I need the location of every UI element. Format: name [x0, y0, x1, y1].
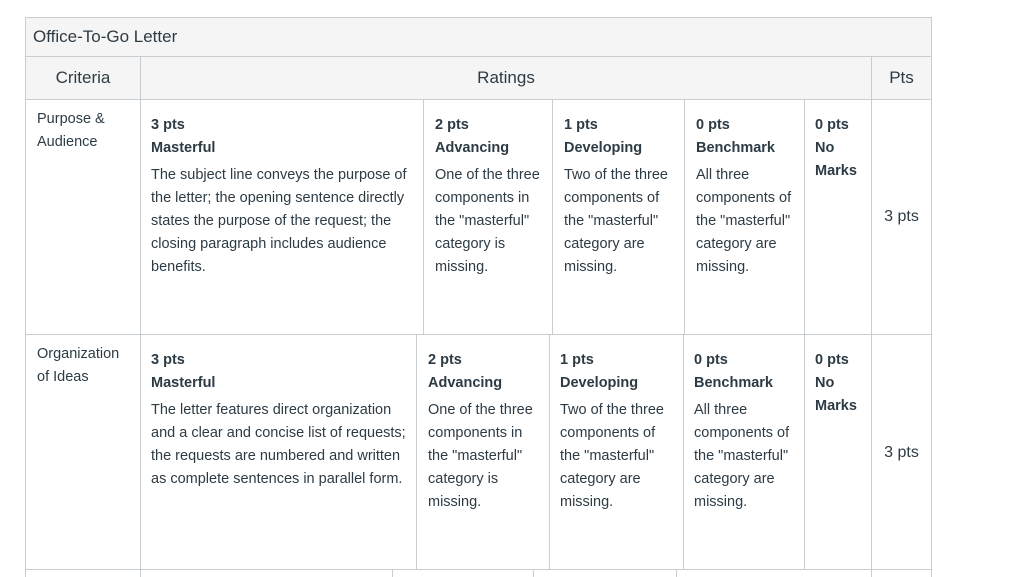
rating-description: The subject line conveys the purpose of the letter; the opening sentence directly states the purpose of the request; the closing paragraph includes audience benefits.: [151, 167, 407, 275]
divider-criteria: [140, 57, 141, 577]
rating-title: Developing: [560, 375, 639, 391]
rating-divider: [684, 100, 685, 334]
pts-header: Pts: [889, 68, 914, 87]
rubric-title: Office-To-Go Letter: [26, 18, 931, 57]
rating-divider: [549, 335, 550, 569]
criteria-header: Criteria: [55, 68, 111, 87]
rating-title: Benchmark: [694, 375, 773, 391]
rating-advancing[interactable]: [428, 349, 540, 514]
rating-description: All three components of the "masterful" category are missing.: [694, 402, 790, 510]
rating-title: No Marks: [815, 375, 857, 414]
rating-divider: [416, 335, 417, 569]
rating-divider: [552, 100, 553, 334]
row-separator: [26, 334, 931, 335]
rubric-table: [25, 17, 932, 577]
divider-pts: [871, 57, 872, 577]
rating-benchmark[interactable]: [696, 114, 798, 279]
rating-points: 3 pts: [151, 117, 185, 133]
rating-title: No Marks: [815, 140, 857, 179]
rating-no-marks[interactable]: [815, 349, 867, 422]
rating-divider: [804, 100, 805, 334]
rating-description: Two of the three components of the "masterful" category are missing.: [564, 167, 668, 275]
header-row: [26, 57, 931, 100]
criterion-score: 3 pts: [884, 208, 919, 225]
criterion-line: Audience: [37, 134, 98, 150]
rating-points: 0 pts: [815, 117, 849, 133]
rating-description: One of the three components in the "masterful" category is missing.: [428, 402, 533, 510]
rating-divider: [804, 335, 805, 569]
row-separator: [26, 569, 931, 570]
ratings-header: Ratings: [477, 68, 535, 87]
rating-description: Two of the three components of the "masterful" category are missing.: [560, 402, 664, 510]
rating-points: 2 pts: [428, 352, 462, 368]
rating-title: Masterful: [151, 375, 216, 391]
rating-divider: [683, 335, 684, 569]
rating-developing[interactable]: [560, 349, 676, 514]
criterion-organization: [37, 343, 137, 389]
rating-title: Advancing: [428, 375, 503, 391]
rating-points: 2 pts: [435, 117, 469, 133]
criterion-score: 3 pts: [884, 444, 919, 461]
rating-points: 1 pts: [564, 117, 598, 133]
rating-points: 0 pts: [696, 117, 730, 133]
rating-points: 3 pts: [151, 352, 185, 368]
rating-description: The letter features direct organization and a clear and concise list of requests; the requests are numbered and written as complete sentences in parallel form.: [151, 402, 406, 487]
criterion-line: Purpose &: [37, 111, 105, 127]
rating-title: Benchmark: [696, 140, 775, 156]
rating-points: 0 pts: [694, 352, 728, 368]
rating-divider: [423, 100, 424, 334]
criterion-purpose-audience: [37, 108, 137, 154]
rating-points: 0 pts: [815, 352, 849, 368]
rating-advancing[interactable]: [435, 114, 545, 279]
rating-developing[interactable]: [564, 114, 680, 279]
criterion-line: Organization: [37, 346, 120, 362]
rating-description: One of the three components in the "masterful" category is missing.: [435, 167, 540, 275]
rating-title: Advancing: [435, 140, 510, 156]
rating-description: All three components of the "masterful" category are missing.: [696, 167, 792, 275]
criterion-line: of Ideas: [37, 369, 89, 385]
rating-no-marks[interactable]: [815, 114, 867, 187]
rating-masterful[interactable]: [151, 114, 416, 279]
rating-masterful[interactable]: [151, 349, 411, 491]
rating-title: Developing: [564, 140, 643, 156]
rating-points: 1 pts: [560, 352, 594, 368]
rating-title: Masterful: [151, 140, 216, 156]
rating-benchmark[interactable]: [694, 349, 798, 514]
